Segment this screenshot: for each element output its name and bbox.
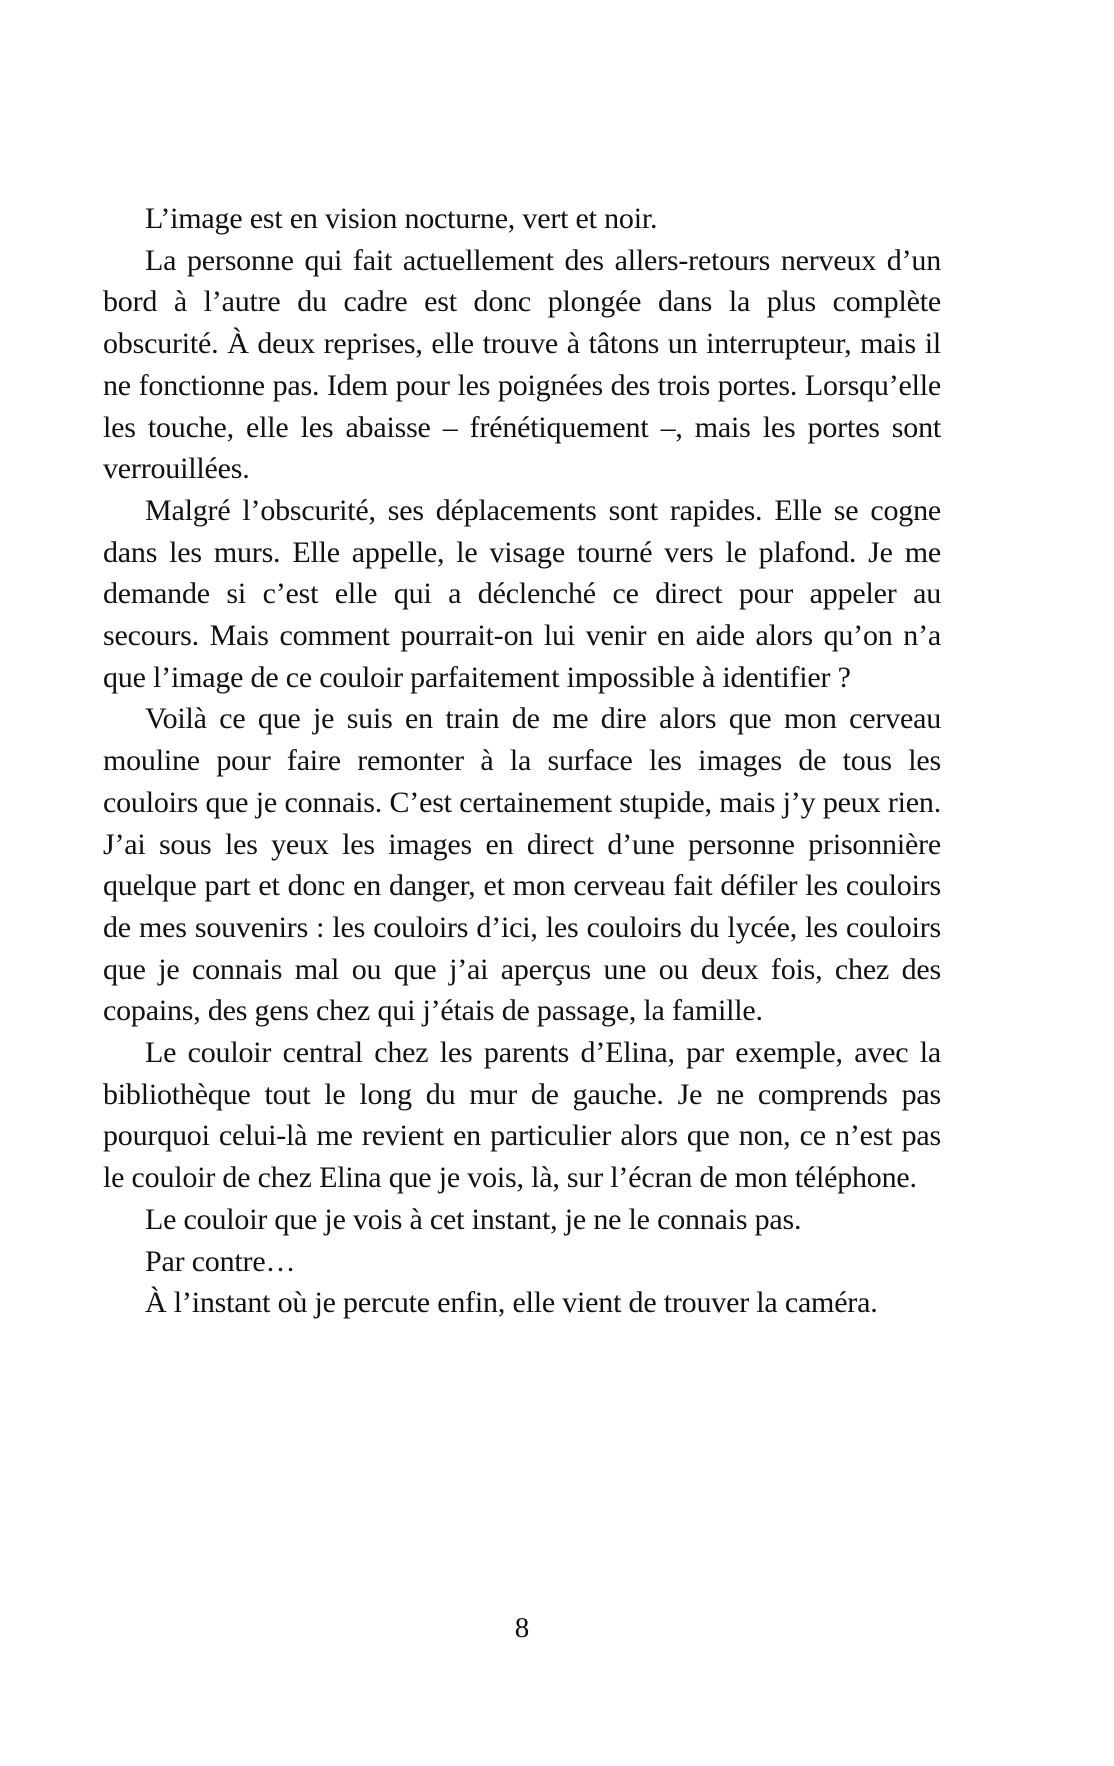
- paragraph: À l’instant où je percute enfin, elle vient de trouver la caméra.: [145, 1286, 878, 1320]
- paragraph: Voilà ce que je suis en train de me dire alors que mon cerveau mouline pour faire remonter à la surface les images de tous les couloirs que je connais. C’est certainement stupide, mais j’y peux rien. J’ai sous les yeux les images en direct d’une personne prisonnière quelque part et donc en danger, et mon cerveau fait défiler les couloirs de mes souvenirs : les couloirs d’ici, les couloirs du lycée, les couloirs que je connais mal ou que j’ai aperçus une ou deux fois, chez des copains, des gens chez qui j’étais de passage, la famille.: [103, 702, 941, 1028]
- paragraph: Malgré l’obscurité, ses déplacements sont rapides. Elle se cogne dans les murs. Elle appelle, le visage tourné vers le plafond. Je me demande si c’est elle qui a déclenché ce direct pour appeler au secours. Mais comment pourrait-on lui venir en aide alors qu’on n’a que l’image de ce couloir parfaitement impossible à identifier ?: [103, 493, 941, 694]
- paragraph: La personne qui fait actuellement des allers-retours nerveux d’un bord à l’autre du cadre est donc plongée dans la plus complète obscurité. À deux reprises, elle trouve à tâtons un interrupteur, mais il ne fonctionne pas. Idem pour les poignées des trois portes. Lorsqu’elle les touche, elle les abaisse – frénétiquement –, mais les portes sont verrouillées.: [103, 243, 941, 486]
- page-text: [103, 198, 941, 1324]
- paragraph: Par contre…: [145, 1244, 296, 1278]
- page-number: 8: [514, 1612, 530, 1644]
- paragraph: L’image est en vision nocturne, vert et noir.: [145, 202, 658, 235]
- paragraph: Le couloir central chez les parents d’Elina, par exemple, avec la bibliothèque tout le long du mur de gauche. Je ne comprends pas pourquoi celui-là me revient en particulier alors que non, ce n’est pas le couloir de chez Elina que je vois, là, sur l’écran de mon téléphone.: [103, 1036, 941, 1195]
- paragraph: Le couloir que je vois à cet instant, je ne le connais pas.: [145, 1202, 802, 1236]
